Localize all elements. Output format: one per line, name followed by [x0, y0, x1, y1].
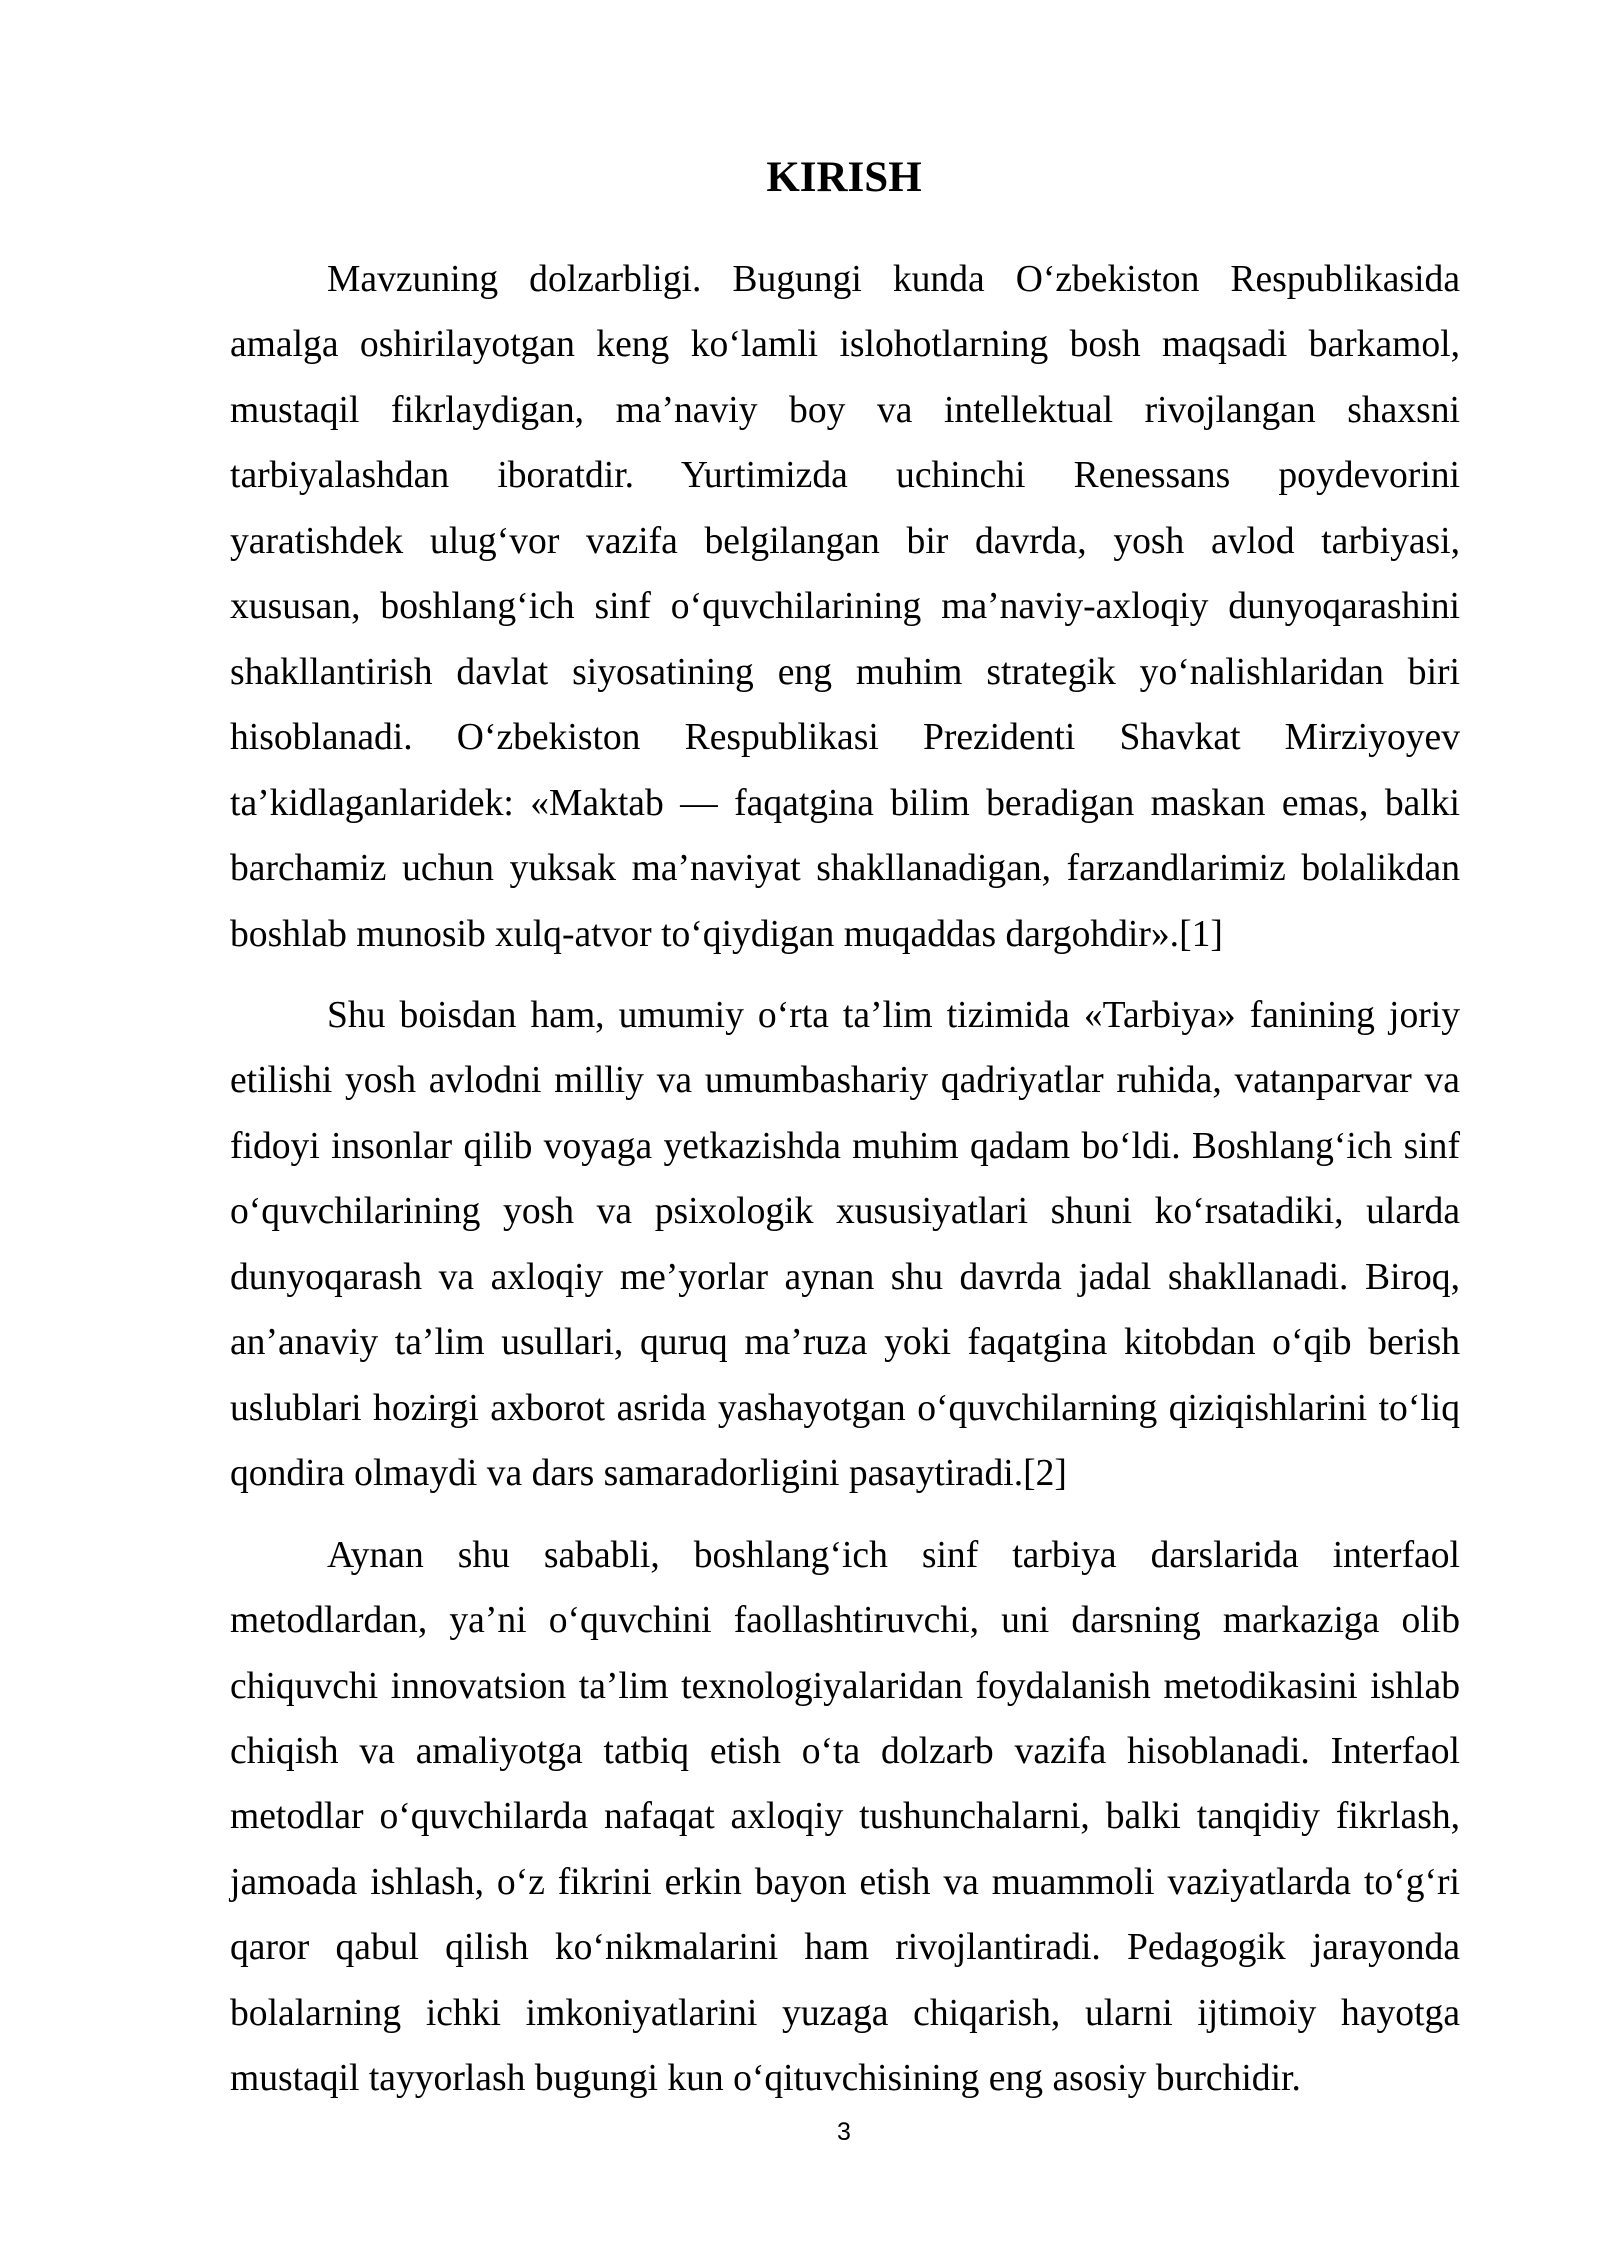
paragraph-subject — [230, 983, 1460, 1507]
text-line: dunyoqarash va axloqiy me’yorlar aynan shu davrda jadal shakllanadi. Biroq, — [230, 1256, 1460, 1298]
text-line: etilishi yosh avlodni milliy va umumbashariy qadriyatlar ruhida, vatanparvar va — [230, 1060, 1460, 1102]
text-line: mustaqil tayyorlash bugungi kun o‘qituvchisining eng asosiy burchidir. — [230, 2058, 1301, 2100]
text-line: Aynan shu sababli, boshlang‘ich sinf tarbiya darslarida interfaol — [327, 1534, 1460, 1576]
text-line: hisoblanadi. O‘zbekiston Respublikasi Prezidenti Shavkat Mirziyoyev — [230, 717, 1460, 759]
text-line: mustaqil fikrlaydigan, ma’naviy boy va intellektual rivojlangan shaxsni — [230, 389, 1460, 431]
paragraph-methods — [230, 1523, 1460, 2112]
text-line: xususan, boshlang‘ich sinf o‘quvchilarining ma’naviy-axloqiy dunyoqarashini — [230, 586, 1460, 628]
text-line: fidoyi insonlar qilib voyaga yetkazishda muhim qadam bo‘ldi. Boshlang‘ich sinf — [230, 1125, 1460, 1167]
text-line: jamoada ishlash, o‘z fikrini erkin bayon etish va muammoli vaziyatlarda to‘g‘ri — [230, 1861, 1460, 1903]
text-line: Shu boisdan ham, umumiy o‘rta ta’lim tizimida «Tarbiya» fanining joriy — [327, 994, 1460, 1036]
text-line: barchamiz uchun yuksak ma’naviyat shakllanadigan, farzandlarimiz bolalikdan — [230, 848, 1460, 890]
text-line: boshlab munosib xulq-atvor to‘qiydigan muqaddas dargohdir».[1] — [230, 913, 1223, 955]
text-line: amalga oshirilayotgan keng ko‘lamli islohotlarning bosh maqsadi barkamol, — [230, 324, 1460, 366]
text-line: chiqish va amaliyotga tatbiq etish o‘ta dolzarb vazifa hisoblanadi. Interfaol — [230, 1730, 1460, 1772]
text-line: bolalarning ichki imkoniyatlarini yuzaga chiqarish, ularni ijtimoiy hayotga — [230, 1992, 1460, 2034]
page-number: 3 — [837, 2118, 851, 2146]
text-line: shakllantirish davlat siyosatining eng muhim strategik yo‘nalishlaridan biri — [230, 651, 1460, 693]
text-line: an’anaviy ta’lim usullari, quruq ma’ruza yoki faqatgina kitobdan o‘qib berish — [230, 1322, 1460, 1364]
text-line: chiquvchi innovatsion ta’lim texnologiyalaridan foydalanish metodikasini ishlab — [230, 1665, 1460, 1707]
text-line: Mavzuning dolzarbligi. Bugungi kunda O‘zbekiston Respublikasida — [327, 259, 1460, 300]
text-line: tarbiyalashdan iboratdir. Yurtimizda uchinchi Renessans poydevorini — [230, 455, 1460, 497]
text-line: metodlar o‘quvchilarda nafaqat axloqiy tushunchalarni, balki tanqidiy fikrlash, — [230, 1796, 1460, 1838]
text-line: ta’kidlaganlaridek: «Maktab — faqatgina bilim beradigan maskan emas, balki — [230, 782, 1460, 824]
text-line: yaratishdek ulug‘vor vazifa belgilangan bir davrda, yosh avlod tarbiyasi, — [230, 520, 1460, 562]
text-line: o‘quvchilarining yosh va psixologik xususiyatlari shuni ko‘rsatadiki, ularda — [230, 1191, 1460, 1233]
text-line: uslublari hozirgi axborot asrida yashayotgan o‘quvchilarning qiziqishlarini to‘liq — [230, 1387, 1460, 1429]
text-line: metodlardan, ya’ni o‘quvchini faollashtiruvchi, uni darsning markaziga olib — [230, 1600, 1460, 1642]
paragraph-relevance — [230, 247, 1460, 967]
document-body — [230, 247, 1460, 2128]
text-line: qondira olmaydi va dars samaradorligini pasaytiradi.[2] — [230, 1453, 1067, 1495]
document-title: KIRISH — [766, 154, 922, 201]
text-line: qaror qabul qilish ko‘nikmalarini ham rivojlantiradi. Pedagogik jarayonda — [230, 1927, 1460, 1969]
